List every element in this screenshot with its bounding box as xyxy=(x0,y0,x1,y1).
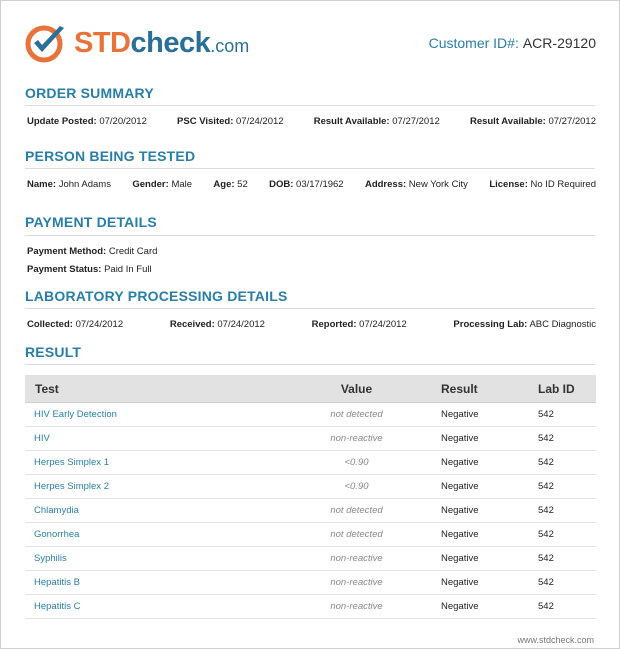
person-divider xyxy=(25,168,595,169)
table-row xyxy=(25,499,596,523)
result-title: RESULT xyxy=(25,344,82,360)
logo-check-text: check xyxy=(130,26,211,59)
test-name-link[interactable]: Gonorrhea xyxy=(34,529,80,540)
test-lab-id: 542 xyxy=(538,457,554,468)
test-name-link[interactable]: Herpes Simplex 2 xyxy=(34,481,109,492)
address-field: Address: New York City xyxy=(364,179,468,190)
test-value: not detected xyxy=(330,409,383,420)
result-available-field: Result Available: 07/27/2012 xyxy=(313,116,440,127)
test-value: non-reactive xyxy=(330,433,383,444)
table-row xyxy=(25,595,596,619)
psc-visited-field: PSC Visited: 07/24/2012 xyxy=(177,116,284,127)
test-result: Negative xyxy=(441,529,479,540)
table-row xyxy=(25,523,596,547)
collected-field: Collected: 07/24/2012 xyxy=(27,319,124,330)
test-name-link[interactable]: Chlamydia xyxy=(34,505,79,516)
logo-std-text: STD xyxy=(74,26,131,59)
result-table xyxy=(25,375,596,619)
customer-id xyxy=(429,35,596,51)
stdcheck-logo xyxy=(24,22,249,64)
test-result: Negative xyxy=(441,601,479,612)
lab-row xyxy=(27,319,596,330)
test-value: non-reactive xyxy=(330,553,383,564)
table-row xyxy=(25,403,596,427)
test-value: <0.90 xyxy=(344,481,369,492)
test-result: Negative xyxy=(441,481,479,492)
lab-divider xyxy=(25,308,595,309)
test-result: Negative xyxy=(441,577,479,588)
header-result: Result xyxy=(441,381,478,396)
test-lab-id: 542 xyxy=(538,505,554,516)
test-lab-id: 542 xyxy=(538,433,554,444)
footer-url[interactable]: www.stdcheck.com xyxy=(517,635,594,645)
header-value: Value xyxy=(340,381,373,396)
test-name-link[interactable]: Hepatitis B xyxy=(34,577,80,588)
test-result: Negative xyxy=(441,505,479,516)
test-lab-id: 542 xyxy=(538,601,554,612)
name-field: Name: John Adams xyxy=(27,179,111,190)
order-summary-title: ORDER SUMMARY xyxy=(25,85,154,101)
update-posted-field: Update Posted: 07/20/2012 xyxy=(27,116,147,127)
test-value: <0.90 xyxy=(344,457,369,468)
header-test: Test xyxy=(35,381,59,396)
logo-dotcom-text: .com xyxy=(210,35,250,56)
test-name-link[interactable]: Syphilis xyxy=(34,553,67,564)
test-lab-id: 542 xyxy=(538,481,554,492)
person-row xyxy=(27,179,596,190)
age-field: Age: 52 xyxy=(213,179,248,190)
test-value: not detected xyxy=(330,529,383,540)
test-result: Negative xyxy=(441,457,479,468)
reported-field: Reported: 07/24/2012 xyxy=(311,319,407,330)
order-summary-row xyxy=(27,116,596,127)
payment-title: PAYMENT DETAILS xyxy=(25,214,157,230)
table-row xyxy=(25,547,596,571)
license-field: License: No ID Required xyxy=(489,179,596,190)
test-result: Negative xyxy=(441,409,479,420)
payment-divider xyxy=(25,235,595,236)
test-lab-id: 542 xyxy=(538,529,554,540)
customer-id-label: Customer ID#: xyxy=(428,35,519,51)
table-row xyxy=(25,571,596,595)
test-lab-id: 542 xyxy=(538,409,554,420)
test-lab-id: 542 xyxy=(538,577,554,588)
test-name-link[interactable]: HIV Early Detection xyxy=(34,409,117,420)
dob-field: DOB: 03/17/1962 xyxy=(269,179,344,190)
test-value: non-reactive xyxy=(330,601,383,612)
result-divider xyxy=(25,364,595,365)
header-lab-id: Lab ID xyxy=(538,381,575,396)
test-name-link[interactable]: Hepatitis C xyxy=(34,601,81,612)
gender-field: Gender: Male xyxy=(132,179,193,190)
test-lab-id: 542 xyxy=(538,553,554,564)
payment-method-field: Payment Method: Credit Card xyxy=(27,246,158,257)
test-name-link[interactable]: Herpes Simplex 1 xyxy=(34,457,109,468)
lab-title: LABORATORY PROCESSING DETAILS xyxy=(25,288,288,304)
table-row xyxy=(25,427,596,451)
test-name-link[interactable]: HIV xyxy=(34,433,50,444)
person-title: PERSON BEING TESTED xyxy=(25,148,196,164)
table-row xyxy=(25,475,596,499)
test-value: not detected xyxy=(330,505,383,516)
order-summary-divider xyxy=(25,105,595,106)
test-value: non-reactive xyxy=(330,577,383,588)
test-result: Negative xyxy=(441,433,479,444)
result-available-field-2: Result Available: 07/27/2012 xyxy=(469,116,596,127)
test-result: Negative xyxy=(441,553,479,564)
customer-id-value: ACR-29120 xyxy=(522,35,596,51)
checkmark-badge-icon xyxy=(24,22,68,64)
processing-lab-field: Processing Lab: ABC Diagnostic xyxy=(453,319,596,330)
received-field: Received: 07/24/2012 xyxy=(169,319,265,330)
table-row xyxy=(25,451,596,475)
payment-status-field: Payment Status: Paid In Full xyxy=(27,264,152,275)
result-table-header xyxy=(25,375,596,403)
